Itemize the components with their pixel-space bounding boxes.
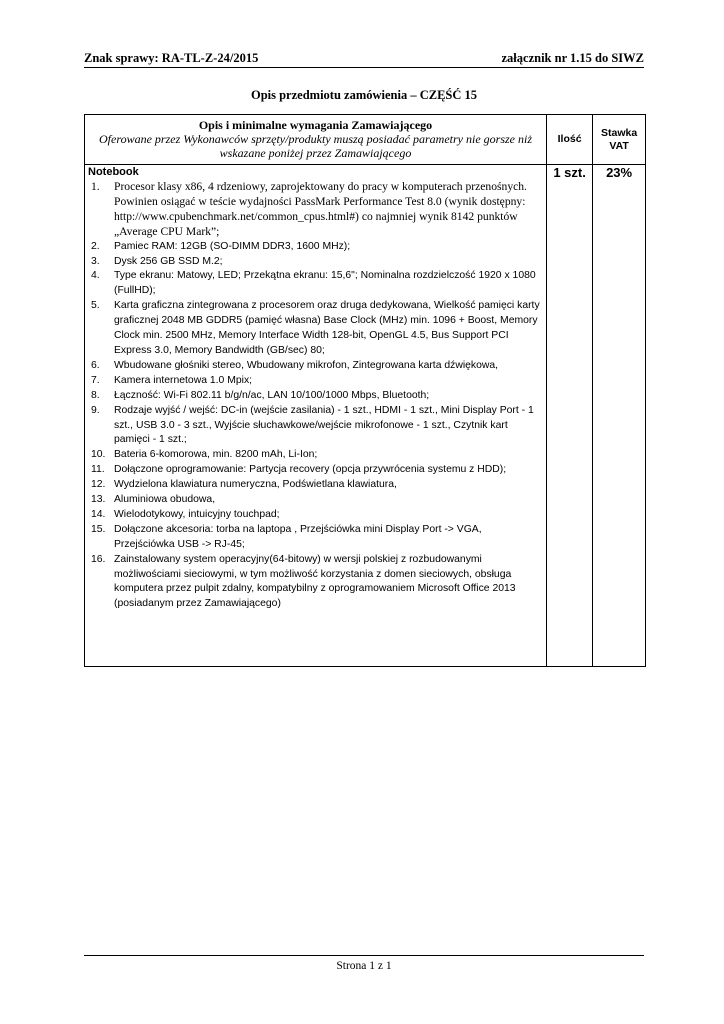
list-item [88,493,542,508]
section-heading: Notebook [88,166,139,178]
list-item-text: Rodzaje wyjść / wejść: DC-in (wejście zasilania) - 1 szt., HDMI - 1 szt., Mini Display Port - 1 szt., USB 3.0 - 3 szt., Wyjście słuchawkowe/wejście mikrofonowe - 1 szt., Czytnik kart pamięci - 1 szt.; [114,404,534,446]
list-item-text: Kamera internetowa 1.0 Mpix; [114,374,253,386]
description-cell [85,165,547,667]
list-item-number: 16. [91,553,106,565]
description-header-subtitle: Oferowane przez Wykonawców sprzęty/produkty muszą posiadać parametry nie gorsze niż wskazane poniżej przez Zamawiającego [99,132,532,160]
vat-cell: 23% [593,165,646,667]
list-item-number: 2. [91,240,100,252]
list-item [88,508,542,523]
list-item [88,255,542,270]
list-item [88,404,542,449]
list-item [88,269,542,299]
description-header [85,115,547,165]
page-title: Opis przedmiotu zamówienia – CZĘŚĆ 15 [250,88,478,102]
list-item-text: Bateria 6-komorowa, min. 8200 mAh, Li-Ion; [114,449,318,461]
requirements-table [84,114,646,667]
list-item [88,448,542,463]
list-item-number: 7. [91,374,100,386]
list-item-number: 10. [91,449,106,461]
list-item-number: 1. [91,180,100,193]
list-item [88,389,542,404]
quantity-header: Ilość [547,115,593,165]
page-header [84,51,644,66]
description-header-title: Opis i minimalne wymagania Zamawiającego [198,118,433,132]
list-item-text: Dysk 256 GB SSD M.2; [114,255,223,267]
table-row [85,165,646,667]
list-item-number: 8. [91,389,100,401]
page-footer: Strona 1 z 1 [336,960,392,972]
list-item-text: Zainstalowany system operacyjny(64-bitowy) w wersji polskiej z rozbudowanymi możliwościami sieciowymi, w tym możliwość korzystania z domen sieciowych, obsługa komputera przez pulpit zdalny, kompatybilny z oprogramowaniem Microsoft Office 2013 (posiadanym przez Zamawiającego) [114,553,516,610]
list-item-number: 14. [91,508,106,520]
list-item-number: 4. [91,270,100,282]
list-item-text: Dołączone akcesoria: torba na laptopa , Przejściówka mini Display Port -> VGA, Przejściówka USB -> RJ-45; [114,523,482,550]
list-item-number: 13. [91,494,106,506]
list-item [88,553,542,613]
list-item-text: Type ekranu: Matowy, LED; Przekątna ekranu: 15,6"; Nominalna rozdzielczość 1920 x 1080 (FullHD); [114,270,536,297]
list-item [88,299,542,359]
requirements-list [88,180,542,612]
list-item-number: 5. [91,300,100,312]
list-item [88,478,542,493]
list-item-text: Dołączone oprogramowanie: Partycja recovery (opcja przywrócenia systemu z HDD); [114,464,507,476]
list-item [88,463,542,478]
table-header-row [85,115,646,165]
list-item [88,180,542,240]
list-item [88,359,542,374]
attachment-label: załącznik nr 1.15 do SIWZ [501,51,644,65]
list-item-text: Wbudowane głośniki stereo, Wbudowany mikrofon, Zintegrowana karta dźwiękowa, [114,359,499,371]
list-item-text: Procesor klasy x86, 4 rdzeniowy, zaprojektowany do pracy w komputerach przenośnych. Powinien osiągać w teście wydajności PassMark Performance Test 8.0 (wynik dostępny: http://www.cpubenchmark.net/common_cpus.html#) co najmniej wynik 8142 punktów „Average CPU Mark”; [114,180,527,238]
list-item-text: Pamiec RAM: 12GB (SO-DIMM DDR3, 1600 MHz); [114,240,351,252]
list-item-number: 9. [91,404,100,416]
vat-header: Stawka VAT [593,115,646,165]
list-item-text: Wielodotykowy, intuicyjny touchpad; [114,508,280,520]
header-divider [84,67,644,68]
list-item-text: Karta graficzna zintegrowana z procesorem oraz druga dedykowana, Wielkość pamięci karty graficznej 2048 MB GDDR5 (pamięć własna) Base Clock (MHz) min. 1096 + Boost, Memory Clock min. 2500 MHz, Memory Interface Width 128-bit, OpenGL 4.5, Bus Support PCI Express 3.0, Memory Bandwidth (GB/sec) 80; [114,300,540,356]
list-item-number: 15. [91,523,106,535]
list-item-text: Łączność: Wi-Fi 802.11 b/g/n/ac, LAN 10/100/1000 Mbps, Bluetooth; [114,389,430,401]
list-item-number: 11. [91,464,105,476]
list-item [88,523,542,553]
list-item [88,374,542,389]
list-item-text: Aluminiowa obudowa, [114,494,216,506]
quantity-cell: 1 szt. [547,165,593,667]
list-item [88,240,542,255]
list-item-number: 3. [91,255,100,267]
list-item-number: 6. [91,359,100,371]
list-item-text: Wydzielona klawiatura numeryczna, Podświetlana klawiatura, [114,479,397,491]
list-item-number: 12. [91,479,106,491]
case-number: Znak sprawy: RA-TL-Z-24/2015 [84,51,259,65]
footer-divider [84,955,644,956]
